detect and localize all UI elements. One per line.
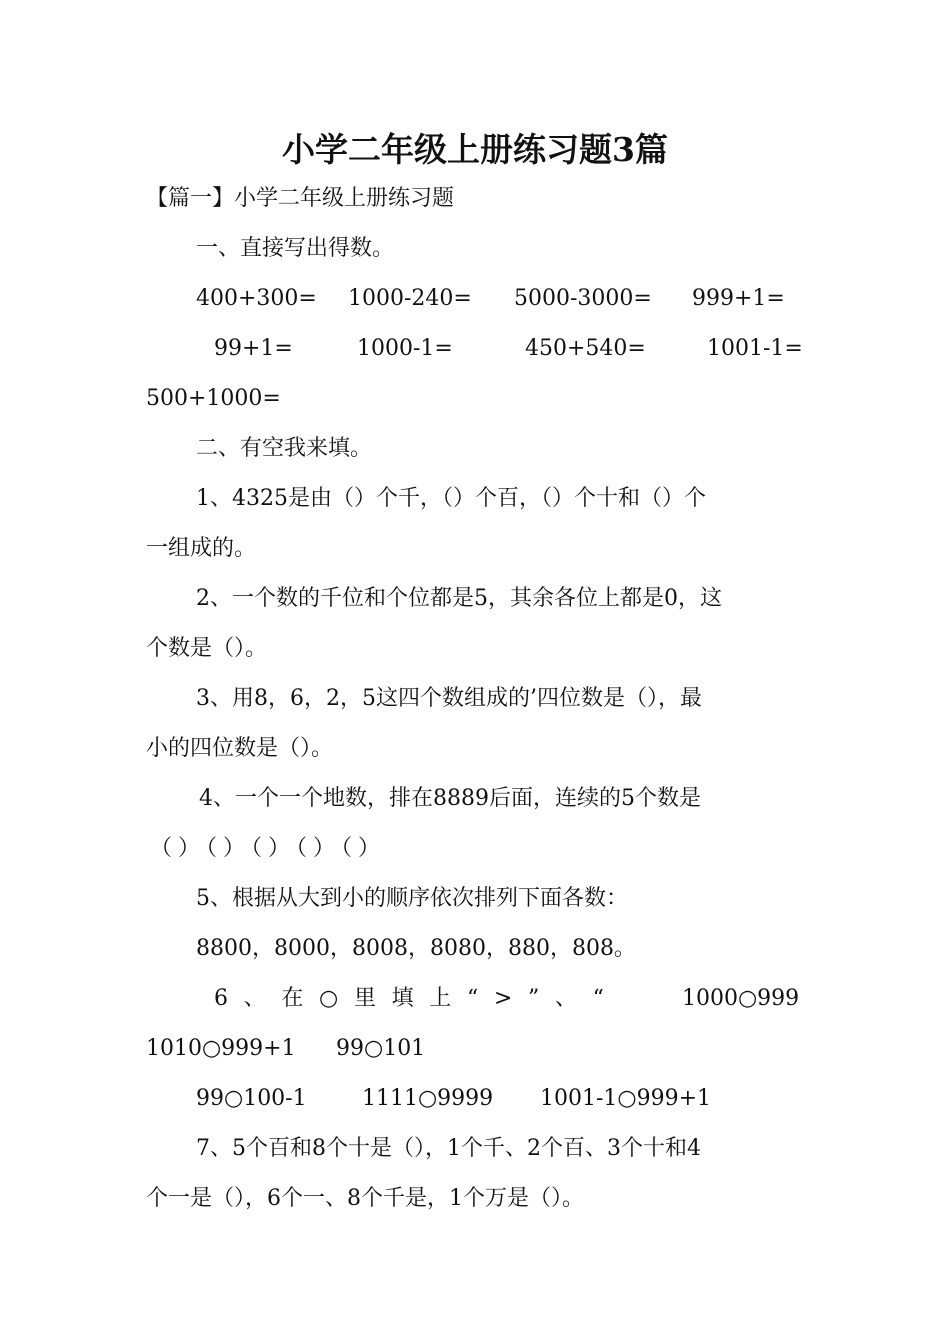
q6-word: 里: [353, 986, 376, 1011]
section-heading: 【篇一】小学二年级上册练习题: [146, 186, 455, 211]
question-5-line-1: 5、根据从大到小的顺序依次排列下面各数：: [196, 886, 628, 911]
compare-item: 1001-1○999+1: [540, 1086, 712, 1111]
question-1-line-2: 一组成的。: [146, 536, 257, 561]
q6-word: 、: [554, 986, 577, 1011]
arithmetic-item: 1000-240=: [348, 286, 472, 311]
compare-item: 99○101: [336, 1036, 426, 1061]
q6-word: “: [466, 986, 479, 1011]
question-6-compare-1: 1000○999: [682, 986, 800, 1011]
question-6-instruction: [214, 984, 604, 1014]
question-2-line-1: 2、一个数的千位和个位都是5，其余各位上都是0，这: [196, 586, 722, 611]
question-4-line-1: 4、一个一个地数，排在8889后面，连续的5个数是: [199, 786, 701, 811]
question-1-line-1: 1、4325是由（）个千，（）个百，（）个十和（）个: [196, 486, 706, 511]
question-4-line-2: （）（）（）（）（）: [150, 836, 387, 861]
q6-word: “: [592, 986, 604, 1011]
arithmetic-item: 1000-1=: [357, 336, 453, 361]
compare-item: 1010○999+1: [146, 1036, 296, 1061]
arithmetic-item: 999+1=: [692, 286, 785, 311]
q6-word: ○: [319, 986, 339, 1011]
arithmetic-row-3: 500+1000=: [146, 386, 281, 411]
arithmetic-item: 1001-1=: [707, 336, 803, 361]
question-5-line-2: 8800，8000，8008，8080，880，808。: [196, 936, 636, 961]
arithmetic-item: 99+1=: [214, 336, 293, 361]
part2-heading: 二、有空我来填。: [196, 436, 373, 461]
question-3-line-1: 3、用8，6，2，5这四个数组成的’四位数是（），最: [196, 686, 702, 711]
q6-word: 填: [391, 986, 414, 1011]
question-7-line-1: 7、5个百和8个十是（），1个千、2个百、3个十和4: [196, 1136, 701, 1161]
q6-word: ”: [528, 986, 540, 1011]
q6-word: 6: [214, 986, 228, 1011]
q6-word: 在: [281, 986, 304, 1011]
q6-word: 上: [429, 986, 452, 1011]
arithmetic-item: 400+300=: [196, 286, 317, 311]
arithmetic-item: 5000-3000=: [514, 286, 652, 311]
q6-word: 、: [243, 986, 266, 1011]
compare-item: 99○100-1: [196, 1086, 307, 1111]
q6-word: >: [493, 986, 513, 1011]
compare-item: 1111○9999: [362, 1086, 494, 1111]
question-3-line-2: 小的四位数是（）。: [146, 736, 334, 761]
document-title: 小学二年级上册练习题3篇: [282, 130, 668, 169]
question-7-line-2: 个一是（），6个一、8个千是，1个万是（）。: [146, 1186, 584, 1211]
arithmetic-item: 450+540=: [525, 336, 646, 361]
part1-heading: 一、直接写出得数。: [196, 236, 395, 261]
question-2-line-2: 个数是（）。: [146, 636, 268, 661]
